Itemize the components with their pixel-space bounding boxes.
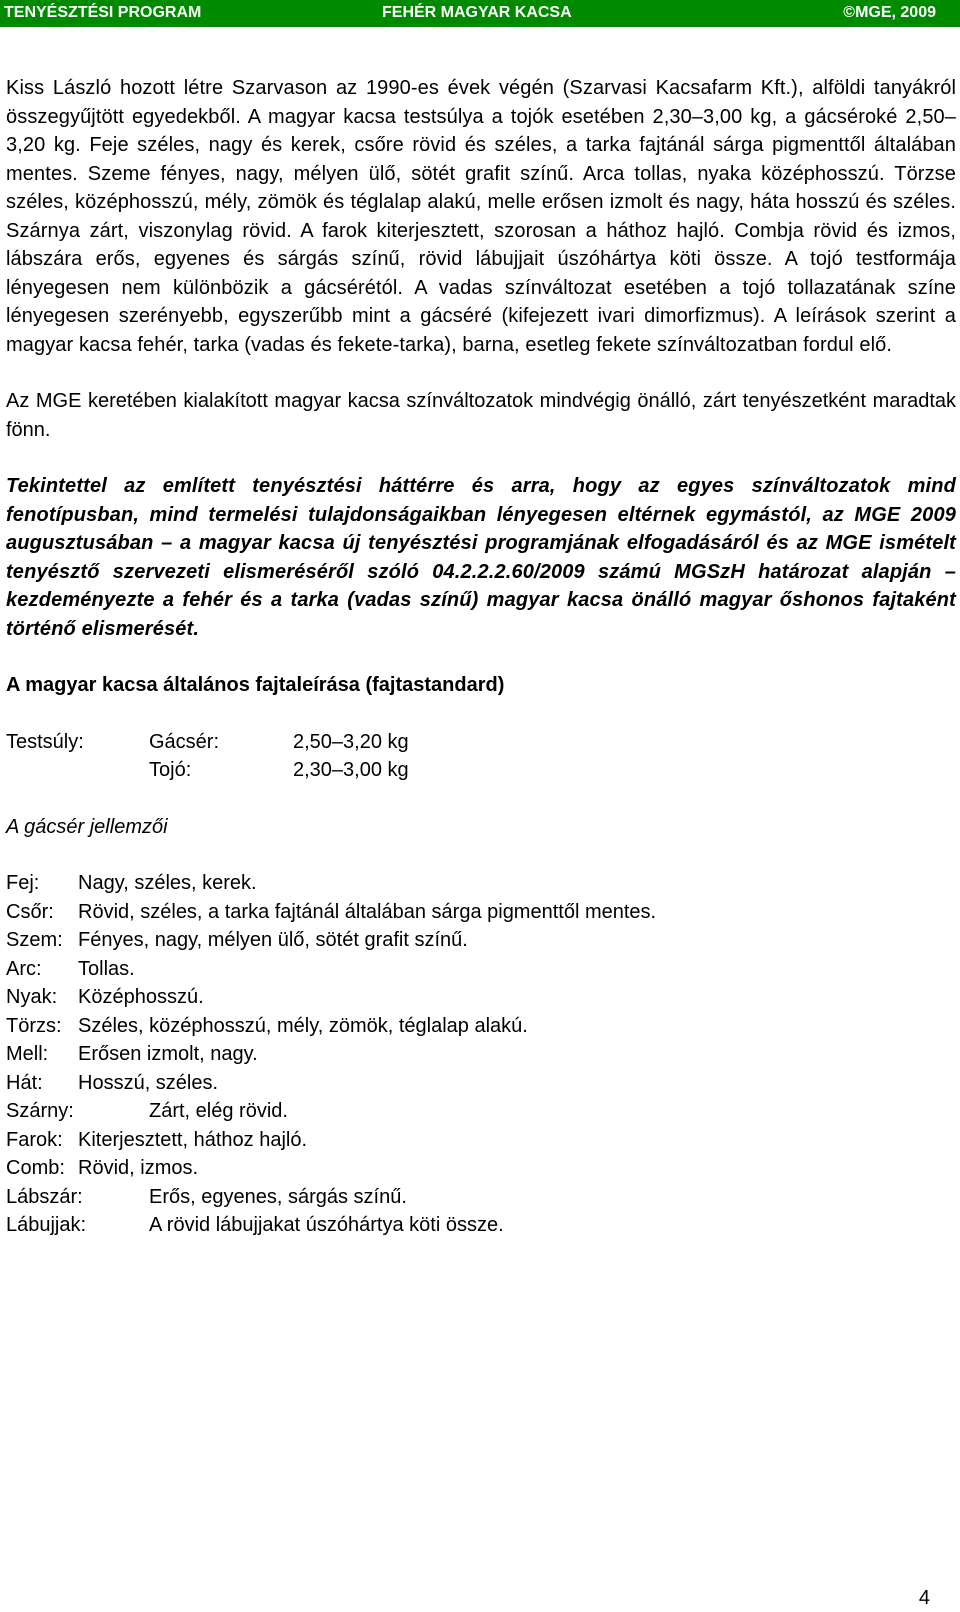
mge-paragraph: Az MGE keretében kialakított magyar kacsa színváltozatok mindvégig önálló, zárt tenyészetként maradtak fönn. (6, 390, 956, 441)
standard-heading: A magyar kacsa általános fajtaleírása (fajtastandard) (6, 674, 505, 696)
trait-list (6, 869, 956, 1240)
header-copyright: ©MGE, 2009 (843, 4, 936, 21)
trait-row-neck: Nyak: Középhosszú. (6, 986, 204, 1008)
document-body (6, 74, 956, 1240)
page-header (0, 0, 960, 27)
trait-row-breast: Mell: Erősen izmolt, nagy. (6, 1043, 258, 1065)
trait-row-tail: Farok: Kiterjesztett, háthoz hajló. (6, 1128, 308, 1151)
trait-row-beak: Csőr: Rövid, széles, a tarka fajtánál általában sárga pigmenttől mentes. (6, 900, 657, 923)
page-number: 4 (918, 1587, 930, 1609)
trait-row-toes: Lábujjak: A rövid lábujjakat úszóhártya köti össze. (6, 1214, 504, 1236)
weight-spec (6, 728, 956, 785)
male-weight-label: Gácsér: (149, 730, 220, 753)
female-weight-label: Tojó: (149, 759, 192, 781)
header-program-title: TENYÉSZTÉSI PROGRAM (4, 4, 202, 21)
intro-paragraph: Kiss László hozott létre Szarvason az 1990-es évek végén (Szarvasi Kacsafarm Kft.), alföldi tanyákról összegyűjtött egyedekből. A magyar kacsa testsúlya a tojók esetében 2,30–3,00 kg, a gácséroké 2,50–3,20 kg. Feje széles, nagy és kerek, csőre rövid és széles, a tarka fajtánál sárga pigmenttől általában mentes. Szeme fényes, nagy, mélyen ülő, sötét grafit színű. Arca tollas, nyaka középhosszú. Törzse széles, középhosszú, mély, zömök és téglalap alakú, melle erősen izmolt és nagy, háta hosszú és széles. Szárnya zárt, viszonylag rövid. A farok kiterjesztett, szorosan a háthoz hajló. Combja rövid és izmos, lábszára erős, egyenes és sárgás színű, rövid lábujjait úszóhártya köti össze. A tojó testformája lényegesen nem különbözik a gácsérétól. A vadas színváltozat esetében a tojó tollazatának színe lényegesen szerényebb, egyszerűbb mint a gácséré (kifejezett ivari dimorfizmus). A leírások szerint a magyar kacsa fehér, tarka (vadas és fekete-tarka), barna, esetleg fekete színváltozatban fordul elő. (6, 77, 956, 356)
trait-row-face: Arc: Tollas. (6, 957, 135, 980)
trait-row-head: Fej: Nagy, széles, kerek. (6, 872, 257, 894)
weight-label: Testsúly: (6, 730, 84, 753)
header-breed-title: FEHÉR MAGYAR KACSA (382, 4, 572, 21)
trait-row-wing: Szárny: Zárt, elég rövid. (6, 1100, 288, 1122)
male-weight-value: 2,50–3,20 kg (293, 730, 409, 753)
trait-row-eye: Szem: Fényes, nagy, mélyen ülő, sötét grafit színű. (6, 929, 468, 951)
trait-row-body: Törzs: Széles, középhosszú, mély, zömök, téglalap alakú. (6, 1014, 528, 1037)
trait-row-back: Hát: Hosszú, széles. (6, 1071, 219, 1094)
recognition-paragraph: Tekintettel az említett tenyésztési háttérre és arra, hogy az egyes színváltozatok mind fenotípusban, mind termelési tulajdonságaikban lényegesen eltérnek egymástól, az MGE 2009 augusztusában – a magyar kacsa új tenyésztési programjának elfogadásáról és az MGE ismételt tenyésztő szervezeti elismeréséről szóló 04.2.2.2.60/2009 számú MGSzH határozat alapján – kezdeményezte a fehér és a tarka (vadas színű) magyar kacsa önálló magyar őshonos fajtaként történő elismerését. (6, 475, 956, 640)
female-weight-value: 2,30–3,00 kg (293, 759, 409, 781)
trait-row-thigh: Comb: Rövid, izmos. (6, 1157, 199, 1179)
male-traits-subheading: A gácsér jellemzői (6, 815, 168, 838)
trait-row-shank: Lábszár: Erős, egyenes, sárgás színű. (6, 1185, 407, 1208)
